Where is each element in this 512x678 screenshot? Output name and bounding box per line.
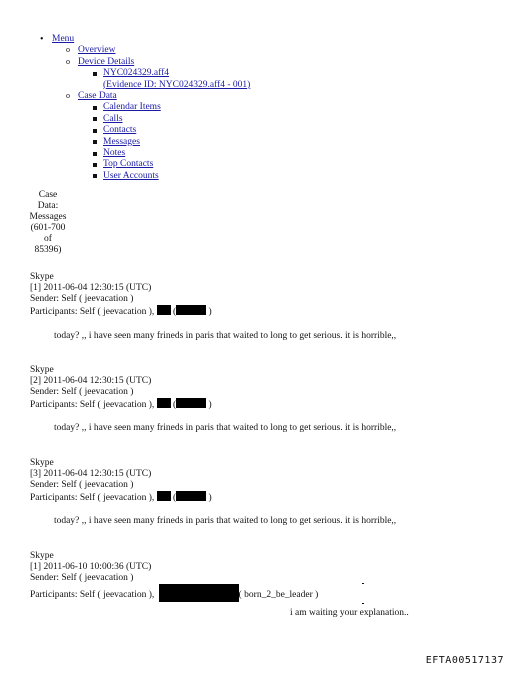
redaction-block xyxy=(157,491,171,501)
participants-suffix: ) xyxy=(208,492,212,503)
device-file-link[interactable]: NYC024329.aff4 xyxy=(103,68,170,79)
redaction-block xyxy=(159,584,239,602)
message-body: today? ,, i have seen many frineds in paris that waited to long to get serious. it is horrible,, xyxy=(54,331,397,341)
nav-item-user-accounts xyxy=(91,171,250,182)
message-record xyxy=(30,551,318,602)
redaction-block xyxy=(157,305,171,315)
redaction-block xyxy=(176,491,206,501)
user-accounts-link[interactable]: User Accounts xyxy=(103,170,159,181)
calendar-items-link[interactable]: Calendar Items xyxy=(103,102,161,113)
menu-submenu xyxy=(66,45,250,182)
menu-link[interactable]: Menu xyxy=(52,34,75,44)
message-body: today? ,, i have seen many frineds in paris that waited to long to get serious. it is horrible,, xyxy=(54,516,397,526)
bates-number: EFTA00517137 xyxy=(425,655,504,666)
record-sender: Sender: Self ( jeevacation ) xyxy=(30,479,134,490)
participants-open-paren: ( xyxy=(173,399,177,410)
participants-suffix: ) xyxy=(208,399,212,410)
record-app: Skype xyxy=(30,272,54,282)
message-record xyxy=(30,365,212,411)
record-participants xyxy=(30,305,212,318)
case-header-line: Data: xyxy=(37,201,59,212)
nav-item-overview xyxy=(66,45,250,56)
record-index-time: [3] 2011-06-04 12:30:15 (UTC) xyxy=(30,468,152,479)
record-app: Skype xyxy=(30,551,54,561)
menu-item xyxy=(40,34,250,182)
message-body: i am waiting your explanation.. xyxy=(290,608,409,618)
participants-suffix: ( born_2_be_leader ) xyxy=(238,589,319,600)
case-header-line: (601-700 xyxy=(30,223,66,234)
evidence-id-link[interactable]: (Evidence ID: NYC024329.aff4 - 001) xyxy=(103,79,251,90)
nav-menu xyxy=(40,34,250,182)
record-app: Skype xyxy=(30,365,54,375)
record-participants xyxy=(30,584,318,602)
participants-prefix: Participants: Self ( jeevacation ), xyxy=(30,399,155,410)
participants-prefix: Participants: Self ( jeevacation ), xyxy=(30,306,155,317)
case-header-line: of xyxy=(44,234,52,245)
record-index-time: [1] 2011-06-10 10:00:36 (UTC) xyxy=(30,561,152,572)
redaction-block xyxy=(176,305,206,315)
contacts-link[interactable]: Contacts xyxy=(103,125,137,136)
redaction-block xyxy=(157,398,171,408)
nav-item-notes xyxy=(91,148,250,159)
record-participants xyxy=(30,491,212,504)
nav-item-top-contacts xyxy=(91,159,250,170)
nav-item-contacts xyxy=(91,125,250,136)
nav-item-calls xyxy=(91,114,250,125)
record-participants xyxy=(30,398,212,411)
message-record xyxy=(30,272,212,318)
case-data-header xyxy=(28,190,68,257)
calls-link[interactable]: Calls xyxy=(103,113,123,124)
top-contacts-link[interactable]: Top Contacts xyxy=(103,159,154,170)
redaction-block xyxy=(176,398,206,408)
record-index-time: [2] 2011-06-04 12:30:15 (UTC) xyxy=(30,375,152,386)
participants-open-paren: ( xyxy=(173,306,177,317)
case-header-line: 85396) xyxy=(34,245,62,256)
participants-prefix: Participants: Self ( jeevacation ), xyxy=(30,589,155,600)
case-data-submenu xyxy=(91,102,250,182)
nav-item-evidence-id xyxy=(91,80,250,91)
notes-link[interactable]: Notes xyxy=(103,148,126,159)
stray-mark xyxy=(362,603,364,604)
record-sender: Sender: Self ( jeevacation ) xyxy=(30,293,134,304)
messages-link[interactable]: Messages xyxy=(103,136,140,147)
nav-item-device-details xyxy=(66,57,250,91)
device-details-link[interactable]: Device Details xyxy=(78,56,135,67)
record-sender: Sender: Self ( jeevacation ) xyxy=(30,572,134,583)
message-record xyxy=(30,458,212,504)
record-app: Skype xyxy=(30,458,54,468)
device-details-submenu xyxy=(91,68,250,91)
participants-prefix: Participants: Self ( jeevacation ), xyxy=(30,492,155,503)
case-header-line: Case xyxy=(38,190,58,200)
stray-mark xyxy=(362,583,364,584)
record-index-time: [1] 2011-06-04 12:30:15 (UTC) xyxy=(30,282,152,293)
participants-open-paren: ( xyxy=(173,492,177,503)
participants-suffix: ) xyxy=(208,306,212,317)
overview-link[interactable]: Overview xyxy=(78,45,116,56)
nav-item-messages xyxy=(91,137,250,148)
message-body: today? ,, i have seen many frineds in paris that waited to long to get serious. it is horrible,, xyxy=(54,423,397,433)
nav-item-case-data xyxy=(66,91,250,182)
record-sender: Sender: Self ( jeevacation ) xyxy=(30,386,134,397)
case-data-link[interactable]: Case Data xyxy=(78,91,117,102)
case-header-line: Messages xyxy=(29,212,67,223)
nav-item-calendar-items xyxy=(91,102,250,113)
nav-item-device-file xyxy=(91,68,250,79)
